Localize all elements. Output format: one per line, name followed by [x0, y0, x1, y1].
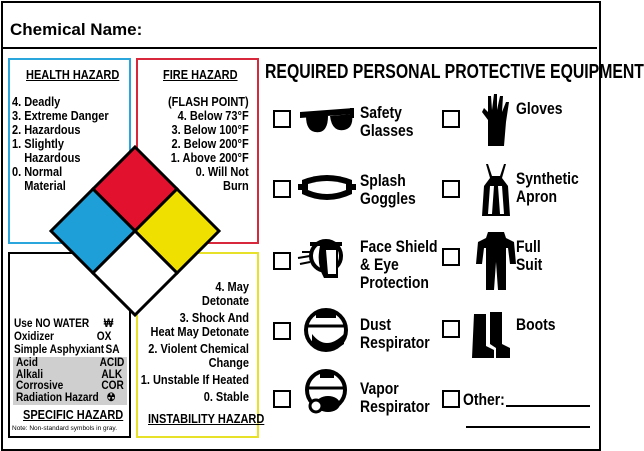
gloves-checkbox[interactable]: [442, 110, 460, 128]
specific-hazard-title: SPECIFIC HAZARD: [23, 408, 124, 422]
health-level-0: 0. Normal: [12, 165, 63, 179]
fire-level-4: 4. Below 73°F: [177, 109, 249, 123]
flash-point-label: (FLASH POINT): [168, 95, 249, 109]
instability-level-3: 3. Shock And: [179, 311, 249, 325]
vapor-respirator-label: Vapor Respirator: [360, 379, 430, 416]
health-level-1-cont: Hazardous: [12, 151, 81, 165]
other-line-1[interactable]: [506, 405, 590, 407]
dust-respirator-icon: [298, 304, 354, 356]
splash-goggles-checkbox[interactable]: [273, 180, 291, 198]
fire-level-2: 2. Below 200°F: [171, 137, 249, 151]
nonstandard-symbols: [16, 357, 125, 404]
face-shield-icon: [296, 234, 354, 284]
instability-hazard-title: INSTABILITY HAZARD: [148, 412, 265, 426]
specific-row: Oxidizer OX: [14, 331, 112, 343]
specific-symbols: [14, 318, 120, 357]
vapor-respirator-icon: [302, 366, 354, 418]
face-shield-label: Face Shield & Eye Protection: [360, 237, 438, 292]
chemical-name-field[interactable]: [1, 1, 597, 49]
other-line-2[interactable]: [466, 426, 590, 428]
ppe-title: REQUIRED PERSONAL PROTECTIVE EQUIPMENT: [265, 61, 644, 83]
synthetic-apron-checkbox[interactable]: [442, 180, 460, 198]
gray-row: Acid ACID: [16, 357, 125, 369]
fire-hazard-title: FIRE HAZARD: [163, 68, 238, 82]
other-label: Other:: [463, 390, 505, 409]
boots-label: Boots: [516, 315, 556, 334]
fire-level-0-cont: Burn: [223, 179, 249, 193]
dust-respirator-label: Dust Respirator: [360, 315, 430, 352]
safety-glasses-checkbox[interactable]: [273, 110, 291, 128]
instability-level-4-cont: Detonate: [201, 294, 249, 308]
other-checkbox[interactable]: [442, 390, 460, 408]
gray-row: Radiation Hazard ☢: [16, 391, 116, 404]
splash-goggles-icon: [298, 172, 356, 206]
gray-row: Alkali ALK: [16, 368, 123, 381]
instability-level-1: 1. Unstable If Heated: [140, 373, 249, 387]
gray-row: Corrosive COR: [16, 380, 124, 392]
instability-level-4: 4. May: [215, 280, 249, 294]
specific-row: Use NO WATER ₩: [14, 318, 114, 330]
full-suit-icon: [476, 232, 516, 290]
apron-icon: [478, 164, 514, 216]
gray-symbols-note: Note: Non-standard symbols in gray.: [12, 425, 118, 432]
safety-glasses-icon: [298, 100, 356, 140]
boots-icon: [470, 310, 512, 360]
gloves-icon: [478, 92, 514, 146]
full-suit-checkbox[interactable]: [442, 248, 460, 266]
nfpa-diamond: [50, 145, 220, 315]
fire-level-3: 3. Below 100°F: [171, 123, 249, 137]
radiation-icon: ☢: [106, 391, 116, 404]
boots-checkbox[interactable]: [442, 320, 460, 338]
instability-level-2: 2. Violent Chemical: [148, 342, 249, 356]
instability-level-0: 0. Stable: [203, 390, 249, 404]
face-shield-checkbox[interactable]: [273, 252, 291, 270]
gloves-label: Gloves: [516, 99, 563, 118]
instability-level-2-cont: Change: [208, 356, 249, 370]
fire-level-0: 0. Will Not: [195, 165, 249, 179]
instability-level-3-cont: Heat May Detonate: [150, 325, 249, 339]
synthetic-apron-label: Synthetic Apron: [516, 169, 579, 206]
health-level-1: 1. Slightly: [12, 137, 64, 151]
safety-glasses-label: Safety Glasses: [360, 103, 414, 140]
health-level-3: 3. Extreme Danger: [12, 109, 109, 123]
chemical-name-label: Chemical Name:: [10, 20, 143, 39]
fire-level-1: 1. Above 200°F: [171, 151, 249, 165]
health-level-0-cont: Material: [12, 179, 66, 193]
health-level-4: 4. Deadly: [12, 95, 61, 109]
vapor-respirator-checkbox[interactable]: [273, 390, 291, 408]
full-suit-label: Full Suit: [516, 237, 543, 274]
health-level-2: 2. Hazardous: [12, 123, 81, 137]
specific-row: Simple Asphyxiant SA: [14, 344, 120, 356]
health-hazard-title: HEALTH HAZARD: [26, 68, 120, 82]
dust-respirator-checkbox[interactable]: [273, 322, 291, 340]
splash-goggles-label: Splash Goggles: [360, 171, 416, 208]
